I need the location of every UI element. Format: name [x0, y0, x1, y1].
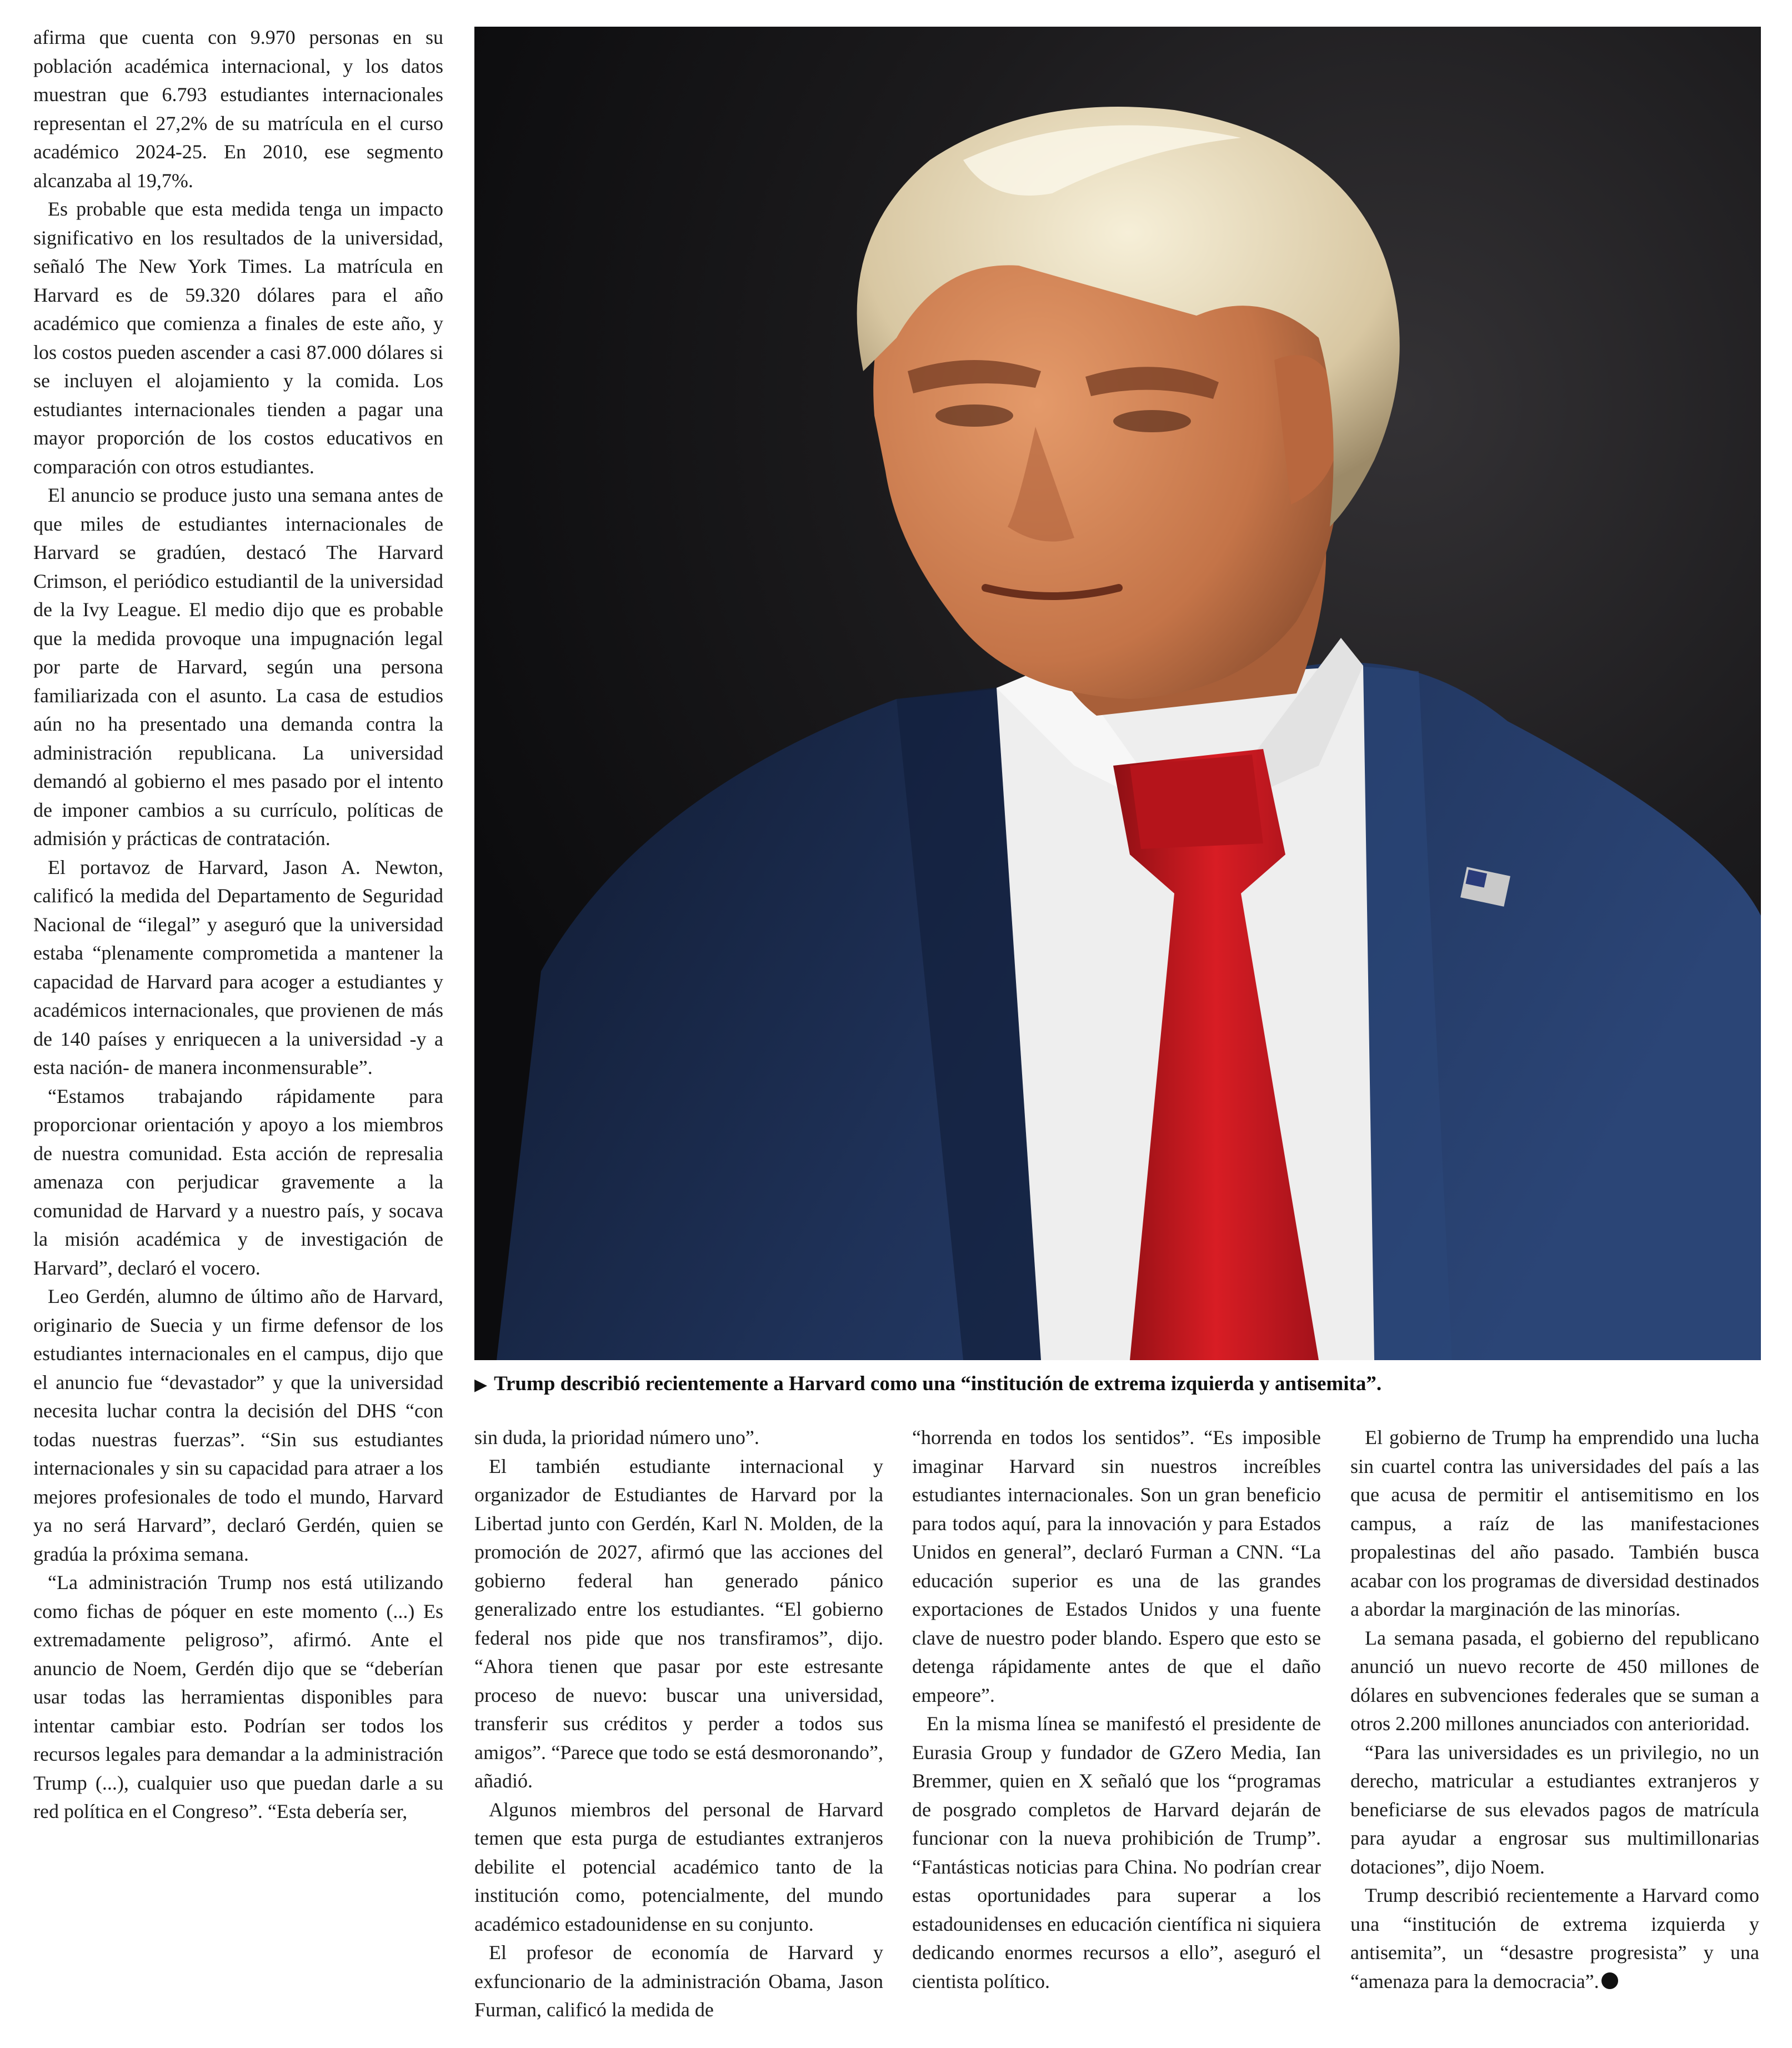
paragraph: “La administración Trump nos está utilizando como fichas de póquer en este momento (...) Es extremadamente peligroso”, afirmó. Ante el anuncio de Noem, Gerdén dijo que se “deberían usar todas las herramientas disponibles para intentar cambiar esto. Podrían ser todos los recursos legales para demandar a la administración Trump (...), cualquier uso que puedan darle a su red política en el Congreso”. “Esta debería ser,: [33, 1571, 443, 1822]
photo-caption-text: Trump describió recientemente a Harvard como una “institución de extrema izquierda y antisemita”.: [494, 1372, 1382, 1395]
paragraph: “Estamos trabajando rápidamente para proporcionar orientación y apoyo a los miembros de nuestra comunidad. Esta acción de represalia amenaza con perjudicar gravemente a la comunidad de Harvard y a nuestro país, y socava la misión académica y de investigación de Harvard”, declaró el vocero.: [33, 1085, 443, 1279]
paragraph: Leo Gerdén, alumno de último año de Harvard, originario de Suecia y un firme defensor de los estudiantes internacionales en el campus, dijo que el anuncio fue “devastador” y que la universidad necesita luchar contra la decisión del DHS “con todas nuestras fuerzas”. “Sin sus estudiantes internacionales y sin su capacidad para atraer a los mejores profesionales de todo el mundo, Harvard ya no será Harvard”, declaró Gerdén, quien se gradúa la próxima semana.: [33, 1285, 443, 1565]
paragraph-text: Trump describió recientemente a Harvard como una “institución de extrema izquierda y antisemita”, un “desastre progresista” y una “amenaza para la democracia”.: [1350, 1884, 1759, 1992]
triangle-right-icon: ▶: [474, 1376, 488, 1394]
paragraph: En la misma línea se manifestó el presidente de Eurasia Group y fundador de GZero Media, Ian Bremmer, quien en X señaló que los “programas de posgrado completos de Harvard dejarán de funcionar con la nueva prohibición de Trump”. “Fantásticas noticias para China. No podrían crear estas oportunidades para superar a los estadounidenses en educación científica ni siquiera dedicando enormes recursos a ello”, aseguró el cientista político.: [912, 1712, 1321, 1992]
paragraph: Es probable que esta medida tenga un impacto significativo en los resultados de la universidad, señaló The New York Times. La matrícula en Harvard es de 59.320 dólares para el año académico que comienza a finales de este año, y los costos pueden ascender a casi 87.000 dólares si se incluyen el alojamiento y la comida. Los estudiantes internacionales tienden a pagar una mayor proporción de los costos educativos en comparación con otros estudiantes.: [33, 198, 443, 478]
paragraph: [1350, 1881, 1759, 1996]
paragraph: El gobierno de Trump ha emprendido una lucha sin cuartel contra las universidades del país a las que acusa de permitir el antisemitismo en los campus, a raíz de las manifestaciones propalestinas del año pasado. También busca acabar con los programas de diversidad destinados a abordar la marginación de las minorías.: [1350, 1426, 1759, 1620]
article-column-4: [1350, 1423, 1759, 1996]
photo-caption: [474, 1370, 1761, 1399]
paragraph: “Para las universidades es un privilegio, no un derecho, matricular a estudiantes extranjeros y beneficiarse de sus elevados pagos de matrícula para ayudar a engrosar sus multimillonarias dotaciones”, dijo Noem.: [1350, 1741, 1759, 1878]
paragraph: El anuncio se produce justo una semana antes de que miles de estudiantes internacionales de Harvard se gradúen, destacó The Harvard Crimson, el periódico estudiantil de la universidad de la Ivy League. El medio dijo que es probable que la medida provoque una impugnación legal por parte de Harvard, según una persona familiarizada con el asunto. La casa de estudios aún no ha presentado una demanda contra la administración republicana. La universidad demandó al gobierno el mes pasado por el intento de imponer cambios a su currículo, políticas de admisión y prácticas de contratación.: [33, 484, 443, 850]
paragraph: sin duda, la prioridad número uno”.: [474, 1426, 759, 1448]
paragraph: El portavoz de Harvard, Jason A. Newton, calificó la medida del Departamento de Seguridad Nacional de “ilegal” y aseguró que la universidad estaba “plenamente comprometida a mantener la capacidad de Harvard para acoger a estudiantes y académicos internacionales, que provienen de más de 140 países y enriquecen a la universidad -y a esta nación- de manera inconmensurable”.: [33, 856, 443, 1078]
portrait-illustration: [474, 27, 1761, 1360]
cropped-top-text-fragment: [0, 0, 72, 8]
article-photo: [474, 27, 1761, 1360]
article-column-2: [474, 1423, 883, 2025]
article-column-3: [912, 1423, 1321, 1996]
paragraph: El también estudiante internacional y organizador de Estudiantes de Harvard por la Libertad junto con Gerdén, Karl N. Molden, de la promoción de 2027, afirmó que las acciones del gobierno federal han generado pánico generalizado entre los estudiantes. “El gobierno federal nos pide que nos transfiramos”, dijo. “Ahora tienen que pasar por este estresante proceso de nuevo: buscar una universidad, transferir sus créditos y perder a todos sus amigos”. “Parece que todo se está desmoronando”, añadió.: [474, 1455, 883, 1792]
paragraph: Algunos miembros del personal de Harvard temen que esta purga de estudiantes extranjeros debilite el potencial académico tanto de la institución como, potencialmente, del mundo académico estadounidense en su conjunto.: [474, 1798, 883, 1935]
end-of-article-icon: [1601, 1972, 1618, 1989]
paragraph: El profesor de economía de Harvard y exfuncionario de la administración Obama, Jason Furman, calificó la medida de: [474, 1941, 883, 2021]
paragraph: afirma que cuenta con 9.970 personas en su población académica internacional, y los datos muestran que 6.793 estudiantes internacionales representan el 27,2% de su matrícula en el curso académico 2024-25. En 2010, ese segmento alcanzaba al 19,7%.: [33, 26, 443, 192]
paragraph: “horrenda en todos los sentidos”. “Es imposible imaginar Harvard sin nuestros increíbles estudiantes internacionales. Son un gran beneficio para todos aquí, para la innovación y para Estados Unidos en general”, declaró Furman a CNN. “La educación superior es una de las grandes exportaciones de Estados Unidos y una fuente clave de nuestro poder blando. Espero que esto se detenga rápidamente antes de que el daño empeore”.: [912, 1426, 1321, 1706]
article-column-1: [33, 23, 443, 1826]
paragraph: La semana pasada, el gobierno del republicano anunció un nuevo recorte de 450 millones de dólares en subvenciones federales que se suman a otros 2.200 millones anunciados con anterioridad.: [1350, 1626, 1759, 1735]
